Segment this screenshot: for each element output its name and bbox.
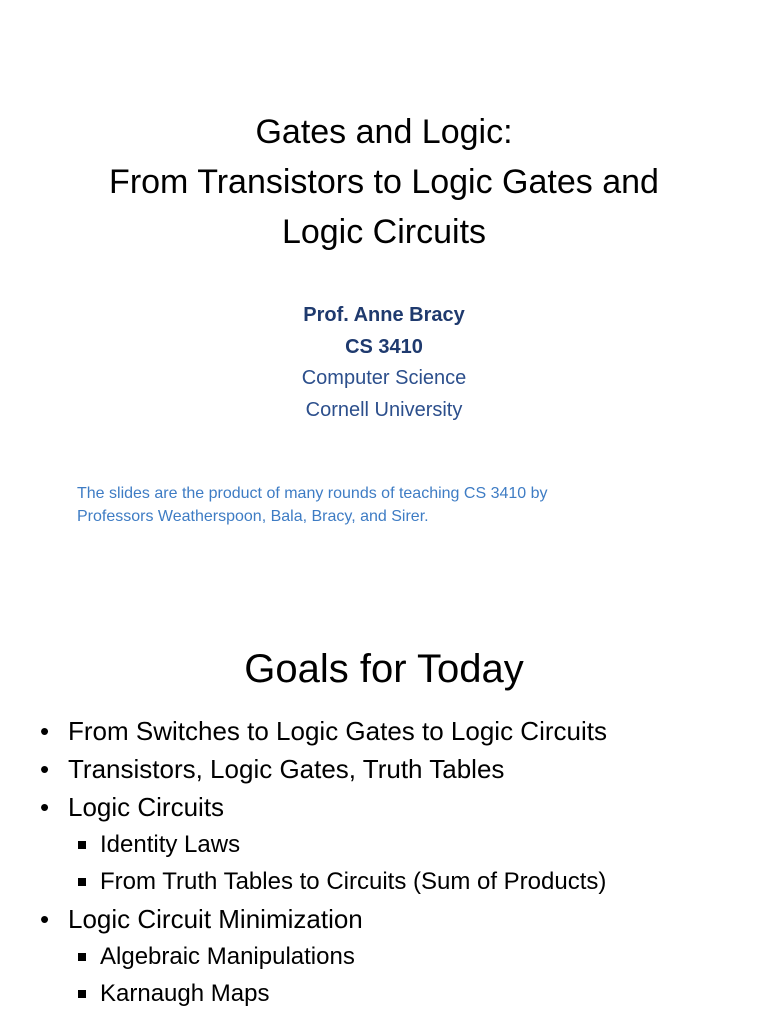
list-item-text: Logic Circuit Minimization xyxy=(68,904,363,934)
square-bullet-icon xyxy=(78,878,86,886)
bullet-icon: • xyxy=(40,792,50,822)
author-block xyxy=(0,300,768,426)
credit-line: The slides are the product of many rounds of teaching CS 3410 by xyxy=(77,485,548,502)
title-line: Logic Circuits xyxy=(281,213,487,251)
goals-slide xyxy=(0,576,768,1024)
square-bullet-icon xyxy=(78,953,86,961)
list-item-text: Transistors, Logic Gates, Truth Tables xyxy=(68,754,505,784)
square-bullet-icon xyxy=(78,990,86,998)
bullet-icon: • xyxy=(40,904,50,934)
sub-list-item-text: Identity Laws xyxy=(100,831,241,858)
department: Computer Science xyxy=(301,367,467,389)
title-line: From Transistors to Logic Gates and xyxy=(109,163,659,201)
sub-list-item-text: Algebraic Manipulations xyxy=(100,943,355,970)
credit-line: Professors Weatherspoon, Bala, Bracy, and Sirer. xyxy=(77,508,429,525)
sub-list-item xyxy=(38,975,758,1012)
course-code: CS 3410 xyxy=(345,335,423,358)
title-line: Gates and Logic: xyxy=(255,113,513,151)
credit-note xyxy=(77,482,697,528)
sub-list-item xyxy=(38,826,758,863)
list-item xyxy=(38,900,758,938)
list-item xyxy=(38,712,758,750)
bullet-icon: • xyxy=(40,716,50,746)
sub-list-item-text: From Truth Tables to Circuits (Sum of Products) xyxy=(100,868,607,895)
sub-list-item xyxy=(38,863,758,900)
list-item-text: Logic Circuits xyxy=(68,792,225,822)
sub-list-item xyxy=(38,938,758,975)
university: Cornell University xyxy=(305,398,463,421)
slide-title xyxy=(0,107,768,257)
list-item xyxy=(38,750,758,788)
list-item-text: From Switches to Logic Gates to Logic Circuits xyxy=(68,716,607,746)
goals-list xyxy=(38,712,758,1012)
square-bullet-icon xyxy=(78,841,86,849)
author-name: Prof. Anne Bracy xyxy=(303,304,465,326)
goals-title: Goals for Today xyxy=(244,647,524,691)
sub-list-item-text: Karnaugh Maps xyxy=(100,980,270,1007)
bullet-icon: • xyxy=(40,754,50,784)
list-item xyxy=(38,788,758,826)
